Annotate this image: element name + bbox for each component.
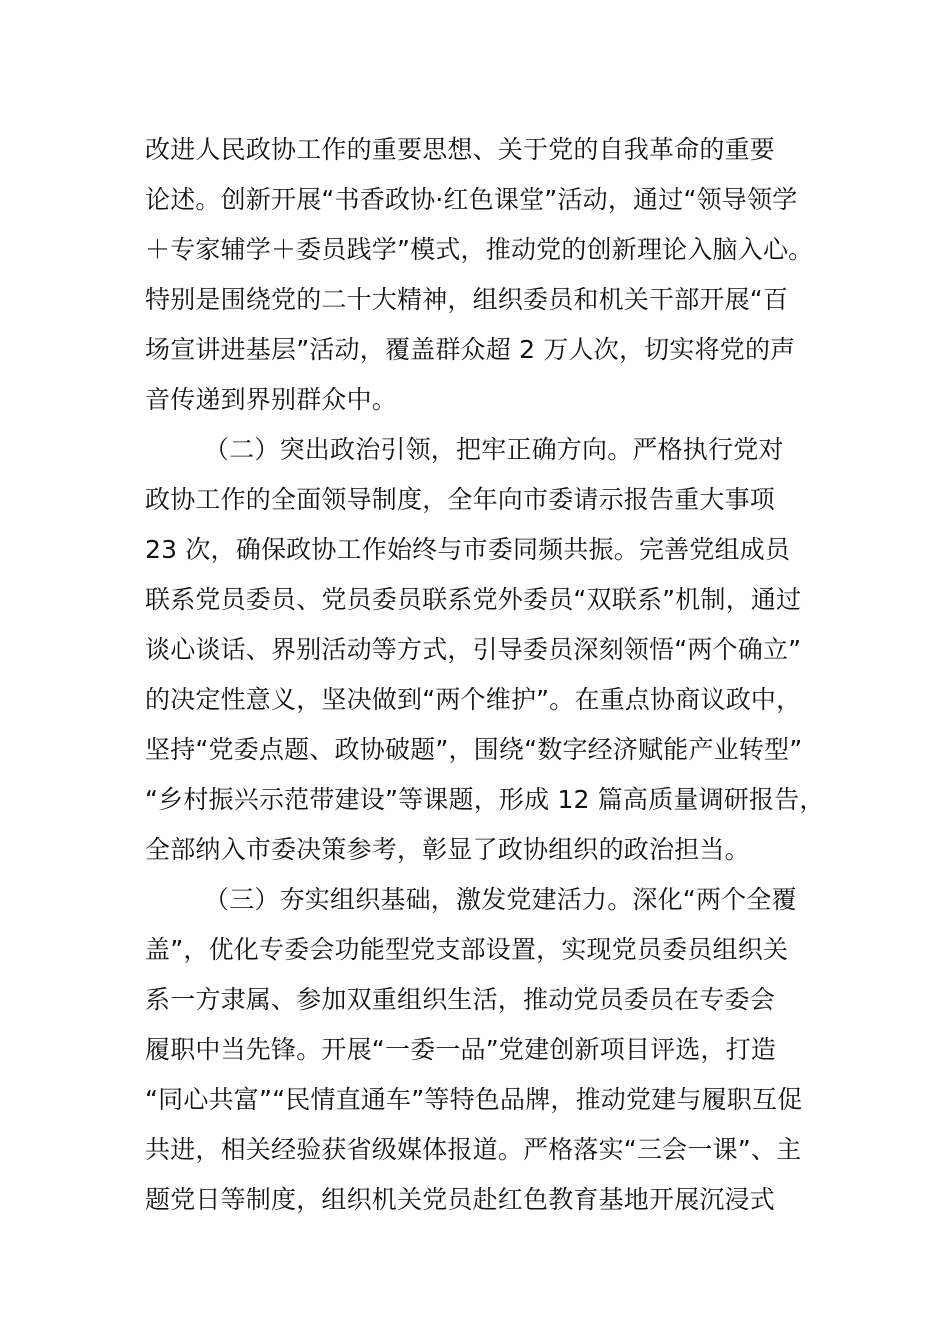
- text-line: 音传递到界别群众中。: [145, 385, 398, 414]
- text-line: 联系党员委员、党员委员联系党外委员“双联系”机制，通过: [145, 585, 802, 614]
- text-line: 共进，相关经验获省级媒体报道。严格落实“三会一课”、主: [145, 1135, 802, 1164]
- text-line: 场宣讲进基层”活动，覆盖群众超 2 万人次，切实将党的声: [145, 335, 796, 364]
- section-heading-line: （二）突出政治引领，把牢正确方向。严格执行党对: [204, 435, 784, 464]
- section-heading-line: （三）夯实组织基础，激发党建活力。深化“两个全覆: [204, 885, 797, 914]
- text-line: 特别是围绕党的二十大精神，组织委员和机关干部开展“百: [145, 285, 789, 314]
- text-line: 23 次，确保政协工作始终与市委同频共振。完善党组成员: [145, 535, 791, 564]
- text-line: 政协工作的全面领导制度，全年向市委请示报告重大事项: [145, 485, 776, 514]
- text-line: 谈心谈话、界别活动等方式，引导委员深刻领悟“两个确立”: [145, 635, 802, 664]
- text-line: 坚持“党委点题、政协破题”，围绕“数字经济赋能产业转型”: [145, 735, 803, 764]
- text-line: 改进人民政协工作的重要思想、关于党的自我革命的重要: [145, 135, 776, 164]
- text-line: “同心共富”“民情直通车”等特色品牌，推动党建与履职互促: [145, 1085, 803, 1114]
- text-line: 盖”，优化专委会功能型党支部设置，实现党员委员组织关: [145, 935, 789, 964]
- text-line: 论述。创新开展“书香政协·红色课堂”活动，通过“领导领学: [145, 185, 798, 214]
- text-line: ＋专家辅学＋委员践学”模式，推动党的创新理论入脑入心。: [145, 235, 814, 264]
- text-line: “乡村振兴示范带建设”等课题，形成 12 篇高质量调研报告，: [145, 785, 825, 814]
- text-line: 的决定性意义，坚决做到“两个维护”。在重点协商议政中，: [145, 685, 802, 714]
- text-line: 履职中当先锋。开展“一委一品”党建创新项目评选，打造: [145, 1035, 777, 1064]
- text-line: 全部纳入市委决策参考，彰显了政协组织的政治担当。: [145, 835, 750, 864]
- text-line: 题党日等制度，组织机关党员赴红色教育基地开展沉浸式: [145, 1185, 776, 1214]
- text-line: 系一方隶属、参加双重组织生活，推动党员委员在专委会: [145, 985, 776, 1014]
